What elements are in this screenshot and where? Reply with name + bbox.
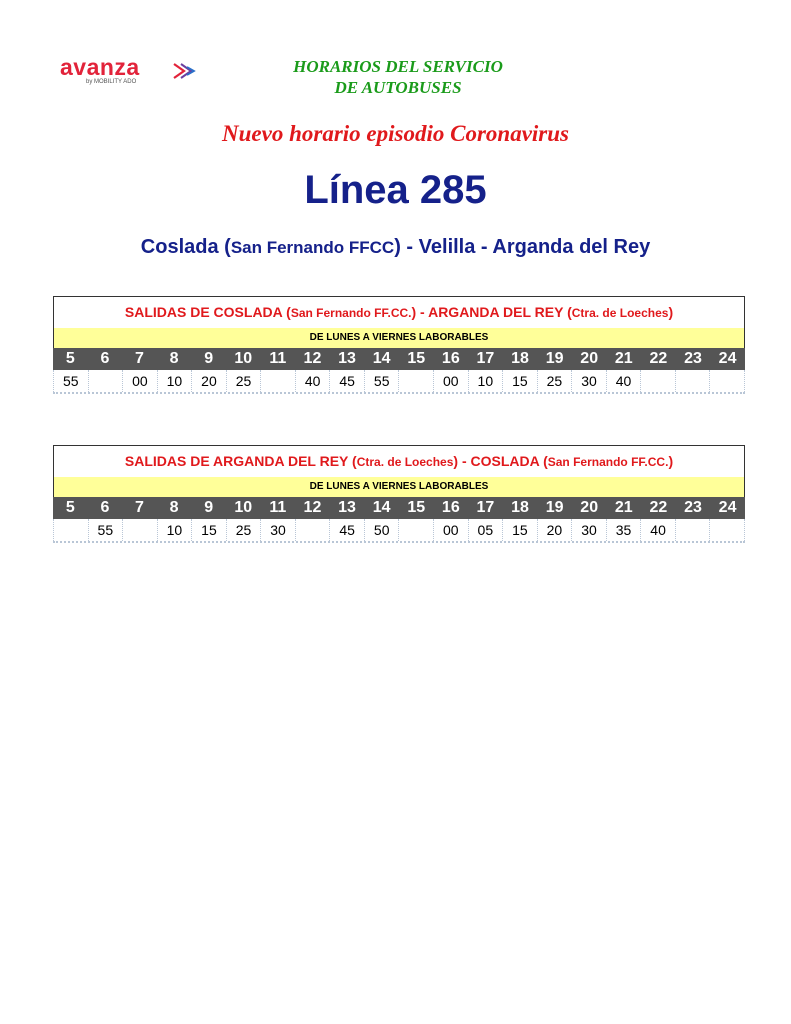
hour-cell: 14 (372, 350, 391, 367)
table-title (53, 445, 745, 477)
minute-cell: 20 (192, 370, 227, 392)
minute-cell: 25 (227, 370, 262, 392)
minute-cell: 00 (123, 370, 158, 392)
minute-cell: 40 (296, 370, 331, 392)
route-description (0, 236, 791, 259)
hour-cell: 10 (234, 350, 253, 367)
minute-cell: 35 (607, 519, 642, 541)
minute-cell (261, 370, 296, 392)
title-part: ) - COSLADA ( (453, 453, 548, 469)
minute-cell (296, 519, 331, 541)
minute-cell (89, 370, 124, 392)
hours-row (53, 348, 745, 370)
hour-cell: 19 (545, 499, 564, 516)
title-part: ) (668, 453, 674, 469)
minute-cell (399, 519, 434, 541)
minute-cell (123, 519, 158, 541)
minute-cell: 20 (538, 519, 573, 541)
minute-cell: 45 (330, 519, 365, 541)
hour-cell: 8 (169, 350, 179, 367)
hour-cell: 12 (303, 499, 322, 516)
route-part-c: ) - Velilla - Arganda del Rey (394, 236, 651, 258)
minutes-row (53, 519, 745, 543)
hour-cell: 9 (204, 499, 214, 516)
minute-cell: 45 (330, 370, 365, 392)
minute-cell (710, 370, 745, 392)
hour-cell: 24 (718, 499, 737, 516)
hour-cell: 23 (684, 350, 702, 367)
title-part: San Fernando FF.CC. (290, 306, 412, 320)
hour-cell: 18 (511, 499, 529, 516)
hour-cell: 22 (649, 499, 668, 516)
hour-cell: 23 (684, 499, 702, 516)
hour-cell: 11 (269, 350, 287, 367)
logo-arrow-icon (172, 62, 198, 80)
table-title (53, 296, 745, 328)
minutes-row (53, 370, 745, 394)
header-line-2: DE AUTOBUSES (334, 78, 462, 97)
minute-cell: 10 (469, 370, 504, 392)
hour-cell: 14 (372, 499, 391, 516)
minute-cell: 15 (503, 370, 538, 392)
days-label: DE LUNES A VIERNES LABORABLES (53, 477, 745, 497)
hour-cell: 16 (441, 499, 460, 516)
days-label: DE LUNES A VIERNES LABORABLES (53, 328, 745, 348)
hour-cell: 5 (65, 350, 75, 367)
hour-cell: 13 (338, 499, 356, 516)
hour-cell: 19 (545, 350, 564, 367)
title-part: SALIDAS DE COSLADA ( (124, 304, 291, 320)
hour-cell: 20 (580, 499, 599, 516)
hour-cell: 24 (718, 350, 737, 367)
minute-cell (710, 519, 745, 541)
minute-cell: 15 (503, 519, 538, 541)
hour-cell: 10 (234, 499, 253, 516)
hour-cell: 11 (269, 499, 287, 516)
hour-cell: 20 (580, 350, 599, 367)
minute-cell: 50 (365, 519, 400, 541)
minute-cell (676, 519, 711, 541)
minute-cell (676, 370, 711, 392)
header-line-1: HORARIOS DEL SERVICIO (293, 57, 503, 76)
minute-cell: 10 (158, 519, 193, 541)
hour-cell: 13 (338, 350, 356, 367)
minute-cell: 30 (572, 370, 607, 392)
hour-cell: 17 (476, 499, 495, 516)
minute-cell: 30 (261, 519, 296, 541)
title-part: ) - ARGANDA DEL REY ( (411, 304, 572, 320)
title-part: Ctra. de Loeches (356, 455, 454, 469)
logo-tagline: by MOBILITY ADO (86, 79, 137, 85)
title-part: ) (668, 304, 674, 320)
title-part: Ctra. de Loeches (571, 306, 669, 320)
timetable-arganda-coslada (53, 445, 745, 543)
route-part-a: Coslada ( (140, 236, 231, 258)
minute-cell: 55 (365, 370, 400, 392)
hour-cell: 9 (204, 350, 214, 367)
hour-cell: 18 (511, 350, 529, 367)
hour-cell: 15 (407, 499, 426, 516)
page-title: Línea 285 (304, 168, 487, 212)
page-subtitle: Nuevo horario episodio Coronavirus (222, 121, 569, 146)
hour-cell: 7 (135, 499, 144, 516)
route-part-b: San Fernando FFCC (230, 238, 395, 257)
hour-cell: 5 (65, 499, 75, 516)
hour-cell: 17 (476, 350, 495, 367)
hour-cell: 6 (100, 350, 110, 367)
hour-cell: 12 (303, 350, 322, 367)
hour-cell: 21 (614, 350, 633, 367)
minute-cell (641, 370, 676, 392)
hour-cell: 16 (441, 350, 460, 367)
minute-cell: 55 (53, 370, 89, 392)
hour-cell: 8 (169, 499, 179, 516)
logo-brand: avanza (60, 54, 140, 80)
minute-cell: 00 (434, 519, 469, 541)
minute-cell (53, 519, 89, 541)
hour-cell: 21 (614, 499, 633, 516)
minute-cell: 25 (227, 519, 262, 541)
minute-cell: 00 (434, 370, 469, 392)
hour-cell: 15 (407, 350, 426, 367)
minute-cell: 40 (607, 370, 642, 392)
minute-cell: 40 (641, 519, 676, 541)
title-part: San Fernando FF.CC. (547, 455, 669, 469)
hours-row (53, 497, 745, 519)
minute-cell: 55 (89, 519, 124, 541)
minute-cell: 10 (158, 370, 193, 392)
minute-cell: 30 (572, 519, 607, 541)
timetable-coslada-arganda (53, 296, 745, 394)
minute-cell (399, 370, 434, 392)
avanza-logo (60, 54, 200, 90)
hour-cell: 7 (135, 350, 144, 367)
hour-cell: 6 (100, 499, 110, 516)
minute-cell: 05 (469, 519, 504, 541)
title-part: SALIDAS DE ARGANDA DEL REY ( (124, 453, 357, 469)
minute-cell: 15 (192, 519, 227, 541)
hour-cell: 22 (649, 350, 668, 367)
minute-cell: 25 (538, 370, 573, 392)
